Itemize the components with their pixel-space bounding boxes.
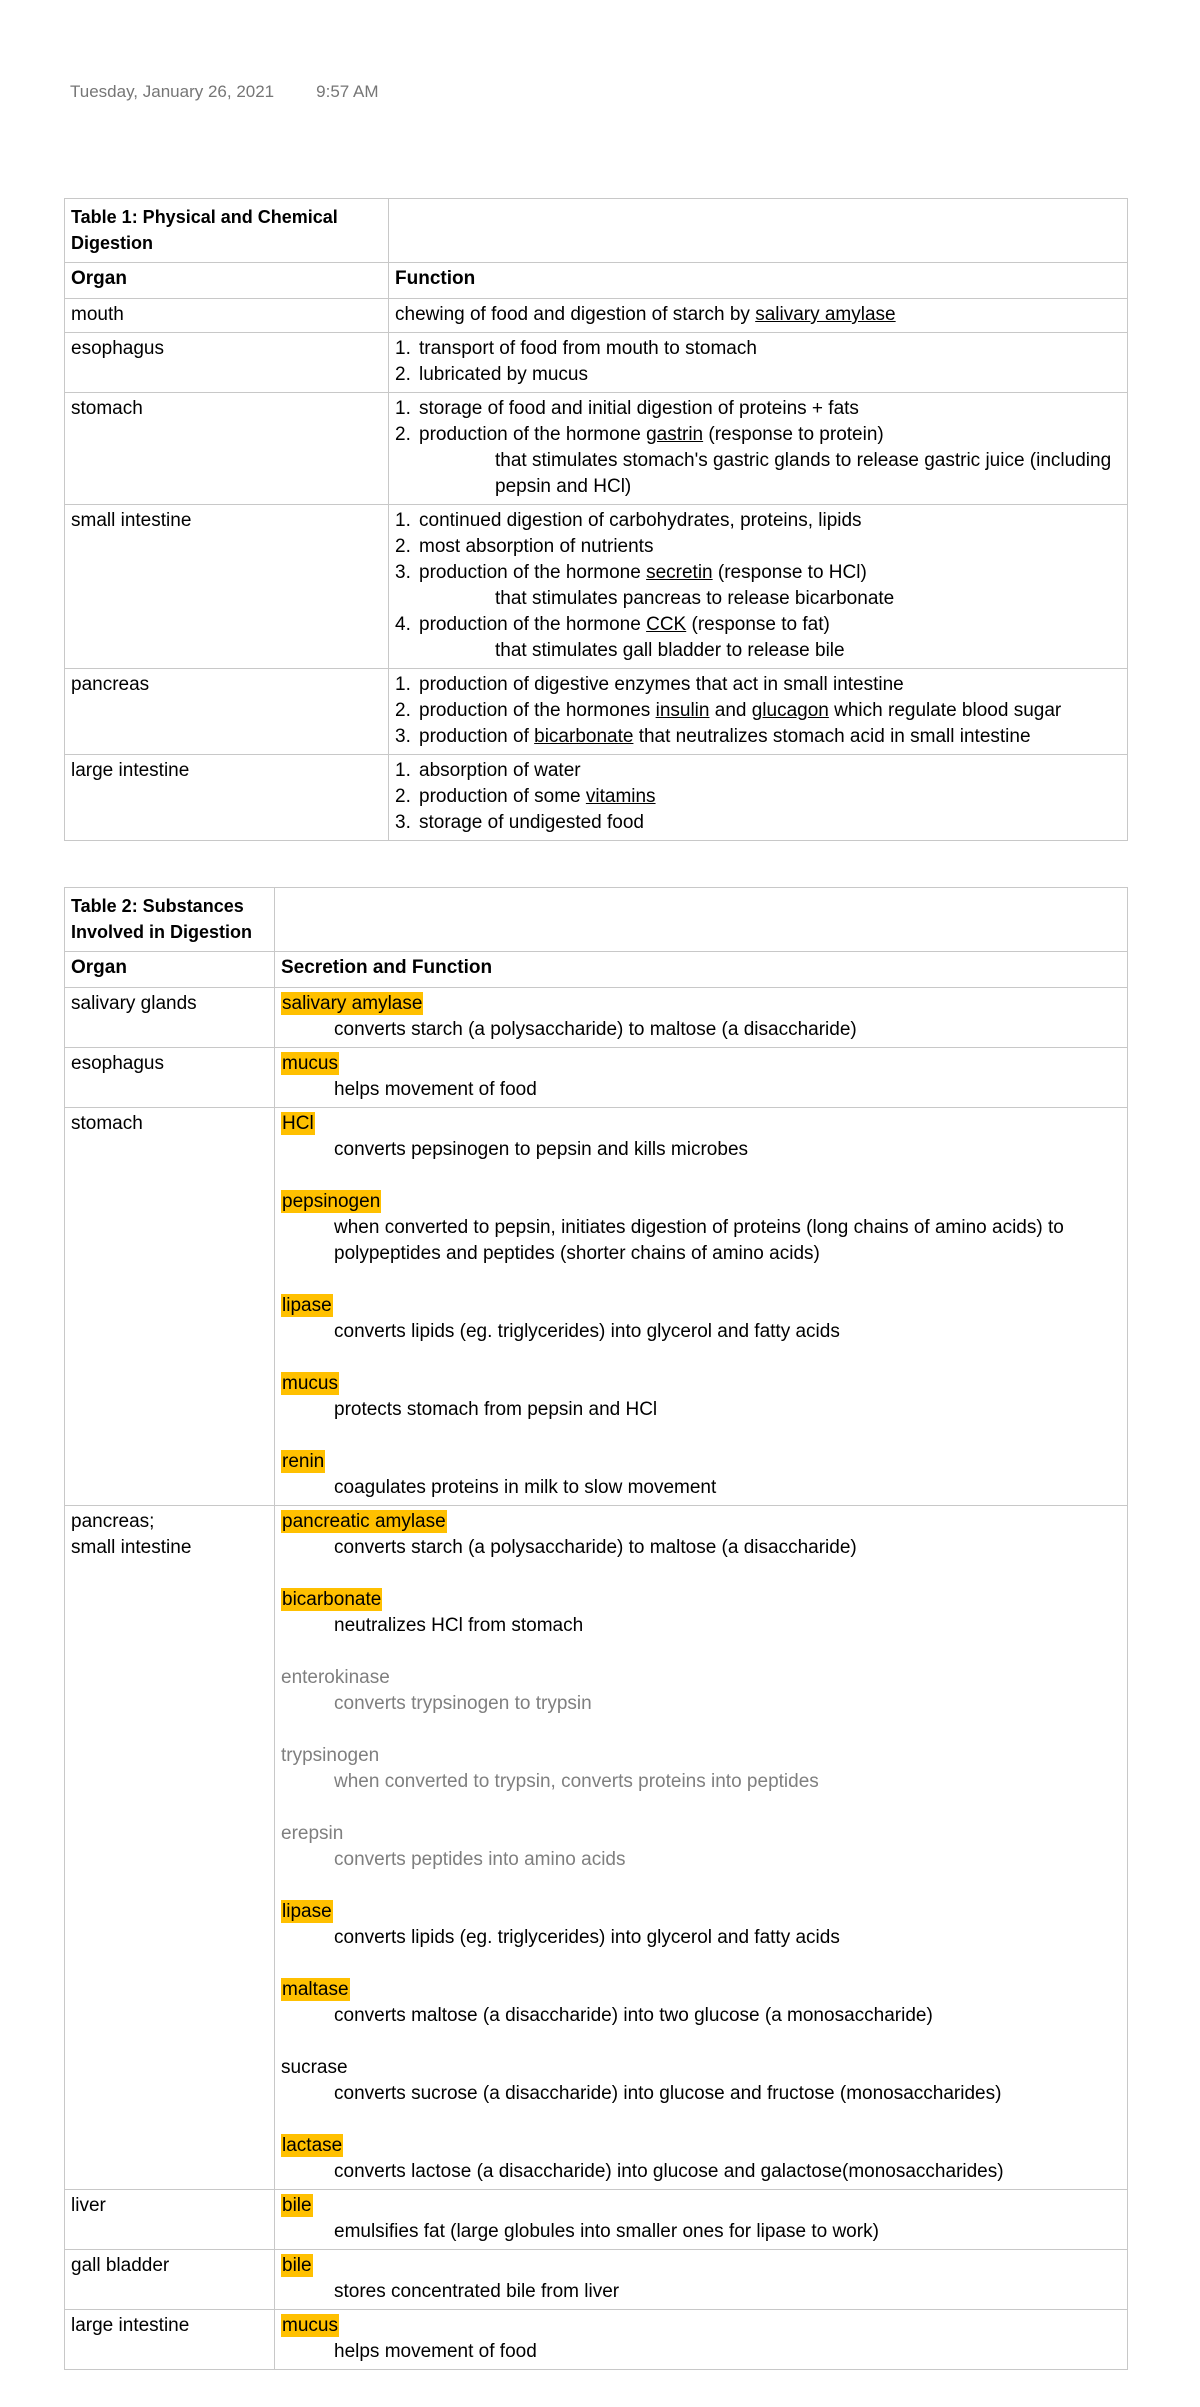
secretion-function: converts maltose (a disaccharide) into two glucose (a monosaccharide) — [334, 2005, 933, 2026]
secretion-cell — [275, 2250, 1128, 2310]
secretion-function: converts starch (a polysaccharide) to maltose (a disaccharide) — [334, 1019, 857, 1040]
list-item-text: which regulate blood sugar — [828, 700, 1062, 721]
highlighted-secretion: bicarbonate — [282, 1589, 382, 1610]
list-item: 1. continued digestion of carbohydrates, proteins, lipids — [395, 510, 862, 531]
function-cell — [389, 393, 1128, 505]
highlighted-secretion: pancreatic amylase — [282, 1511, 446, 1532]
table1-col-function: Function — [389, 263, 1128, 299]
highlighted-secretion: salivary amylase — [282, 993, 423, 1014]
list-item-text: production of the hormone — [419, 614, 647, 635]
underlined-term: salivary amylase — [755, 304, 896, 325]
secretion-function: helps movement of food — [334, 2341, 537, 2362]
list-item: 1. storage of food and initial digestion of proteins + fats — [395, 398, 859, 419]
note-timestamp — [70, 82, 379, 102]
function-cell — [389, 669, 1128, 755]
secretion-function: converts pepsinogen to pepsin and kills microbes — [334, 1139, 749, 1160]
secretion-function: converts peptides into amino acids — [334, 1849, 626, 1870]
table1-title-empty-cell — [389, 199, 1128, 263]
highlighted-secretion: lipase — [282, 1901, 332, 1922]
list-item: 2. lubricated by mucus — [395, 364, 588, 385]
list-item: 4. production of the hormone CCK (response to fat) that stimulates gall bladder to release bile — [395, 612, 1121, 664]
list-item: 2. production of the hormones insulin and glucagon which regulate blood sugar — [395, 700, 1062, 721]
list-item: 1. transport of food from mouth to stomach — [395, 338, 757, 359]
list-item: 3. production of bicarbonate that neutralizes stomach acid in small intestine — [395, 726, 1031, 747]
numbered-list — [395, 508, 1121, 664]
table-row — [65, 333, 1128, 393]
secretion-name: sucrase — [281, 2057, 348, 2078]
secretion-cell — [275, 2310, 1128, 2370]
list-item-text: production of digestive enzymes that act in small intestine — [419, 674, 904, 695]
secretion-name: trypsinogen — [281, 1745, 380, 1766]
table2-title-empty-cell — [275, 888, 1128, 952]
organ-cell: large intestine — [65, 755, 389, 841]
numbered-list — [395, 396, 1121, 500]
list-item-text: production of — [419, 726, 535, 747]
underlined-term: insulin — [655, 700, 710, 721]
highlighted-secretion: mucus — [282, 2315, 338, 2336]
function-cell — [389, 333, 1128, 393]
list-item-text: production of some — [419, 786, 586, 807]
table2-col-function: Secretion and Function — [275, 952, 1128, 988]
organ-cell: mouth — [65, 299, 389, 333]
numbered-list — [395, 758, 1121, 836]
organ-cell: small intestine — [65, 505, 389, 669]
numbered-list — [395, 336, 1121, 388]
secretion-name: erepsin — [281, 1823, 344, 1844]
secretion-function: emulsifies fat (large globules into smaller ones for lipase to work) — [334, 2221, 879, 2242]
highlighted-secretion: pepsinogen — [282, 1191, 381, 1212]
organ-cell: salivary glands — [65, 988, 275, 1048]
secretion-function: converts lipids (eg. triglycerides) into glycerol and fatty acids — [334, 1927, 840, 1948]
table2-col-organ: Organ — [65, 952, 275, 988]
table1-col-organ: Organ — [65, 263, 389, 299]
organ-cell: stomach — [65, 393, 389, 505]
list-item-text: production of the hormone — [419, 562, 647, 583]
list-item-text: production of the hormone — [419, 424, 647, 445]
function-cell — [389, 755, 1128, 841]
table-row — [65, 393, 1128, 505]
secretion-cell — [275, 1108, 1128, 1506]
function-text: chewing of food and digestion of starch by — [395, 304, 756, 325]
table-substances-in-digestion — [64, 887, 1128, 2370]
secretion-function: converts lipids (eg. triglycerides) into glycerol and fatty acids — [334, 1321, 840, 1342]
secretion-function: protects stomach from pepsin and HCl — [334, 1399, 658, 1420]
highlighted-secretion: renin — [282, 1451, 325, 1472]
list-item-text: storage of undigested food — [419, 812, 645, 833]
table-row — [65, 299, 1128, 333]
table-row — [65, 2310, 1128, 2370]
note-date: Tuesday, January 26, 2021 — [70, 82, 275, 101]
list-item: 1. absorption of water — [395, 760, 581, 781]
underlined-term: bicarbonate — [534, 726, 634, 747]
secretion-function: when converted to trypsin, converts proteins into peptides — [334, 1771, 819, 1792]
list-item: 2. production of some vitamins — [395, 786, 656, 807]
organ-cell: stomach — [65, 1108, 275, 1506]
underlined-term: vitamins — [585, 786, 656, 807]
secretion-function: when converted to pepsin, initiates digestion of proteins (long chains of amino acids) to polypeptides and peptides (shorter chains of amino acids) — [334, 1217, 1064, 1264]
table-row — [65, 2250, 1128, 2310]
secretion-cell — [275, 988, 1128, 1048]
organ-name: pancreas; — [71, 1511, 155, 1532]
highlighted-secretion: lactase — [282, 2135, 343, 2156]
secretion-function: neutralizes HCl from stomach — [334, 1615, 584, 1636]
table-row — [65, 988, 1128, 1048]
list-item-continuation: that stimulates pancreas to release bicarbonate — [495, 588, 895, 609]
organ-cell: liver — [65, 2190, 275, 2250]
secretion-function: converts starch (a polysaccharide) to maltose (a disaccharide) — [334, 1537, 857, 1558]
underlined-term: gastrin — [646, 424, 704, 445]
organ-cell: esophagus — [65, 1048, 275, 1108]
secretion-name: enterokinase — [281, 1667, 390, 1688]
highlighted-secretion: bile — [282, 2195, 312, 2216]
organ-cell — [65, 1506, 275, 2190]
highlighted-secretion: maltase — [282, 1979, 349, 2000]
list-item: 2. production of the hormone gastrin (response to protein) that stimulates stomach's gastric glands to release gastric juice (including pepsin and HCl) — [395, 422, 1121, 500]
list-item: 1. production of digestive enzymes that act in small intestine — [395, 674, 904, 695]
list-item-text: storage of food and initial digestion of proteins + fats — [419, 398, 859, 419]
list-item-text: (response to fat) — [686, 614, 830, 635]
list-item-text: lubricated by mucus — [419, 364, 588, 385]
secretion-function: helps movement of food — [334, 1079, 537, 1100]
organ-cell: esophagus — [65, 333, 389, 393]
table-row — [65, 1506, 1128, 2190]
organ-cell: pancreas — [65, 669, 389, 755]
table-physical-chemical-digestion — [64, 198, 1128, 841]
list-item-continuation: that stimulates stomach's gastric glands to release gastric juice (including pepsin and HCl) — [495, 450, 1112, 497]
list-item-text: that neutralizes stomach acid in small intestine — [633, 726, 1031, 747]
table-row — [65, 505, 1128, 669]
function-cell — [389, 505, 1128, 669]
highlighted-secretion: mucus — [282, 1373, 338, 1394]
list-item: 2. most absorption of nutrients — [395, 536, 654, 557]
note-time: 9:57 AM — [316, 82, 379, 101]
list-item-text: production of the hormones — [419, 700, 656, 721]
list-item-text: most absorption of nutrients — [419, 536, 654, 557]
secretion-function: stores concentrated bile from liver — [334, 2281, 620, 2302]
underlined-term: CCK — [646, 614, 687, 635]
list-item: 3. storage of undigested food — [395, 812, 645, 833]
table-row — [65, 755, 1128, 841]
list-item-text: transport of food from mouth to stomach — [419, 338, 757, 359]
underlined-term: secretin — [646, 562, 713, 583]
numbered-list — [395, 672, 1121, 750]
list-item-text: (response to protein) — [703, 424, 884, 445]
table1-title: Table 1: Physical and Chemical Digestion — [65, 199, 389, 263]
organ-cell: large intestine — [65, 2310, 275, 2370]
secretion-function: coagulates proteins in milk to slow movement — [334, 1477, 717, 1498]
secretion-function: converts trypsinogen to trypsin — [334, 1693, 592, 1714]
function-cell — [389, 299, 1128, 333]
list-item-text: absorption of water — [419, 760, 581, 781]
highlighted-secretion: mucus — [282, 1053, 338, 1074]
highlighted-secretion: lipase — [282, 1295, 332, 1316]
list-item-text: (response to HCl) — [712, 562, 867, 583]
secretion-cell — [275, 1048, 1128, 1108]
list-item-text: continued digestion of carbohydrates, proteins, lipids — [419, 510, 862, 531]
secretion-function: converts lactose (a disaccharide) into glucose and galactose(monosaccharides) — [334, 2161, 1004, 2182]
organ-name: small intestine — [71, 1537, 192, 1558]
secretion-function: converts sucrose (a disaccharide) into glucose and fructose (monosaccharides) — [334, 2083, 1002, 2104]
list-item: 3. production of the hormone secretin (response to HCl) that stimulates pancreas to release bicarbonate — [395, 560, 1121, 612]
table-row — [65, 669, 1128, 755]
table2-title: Table 2: Substances Involved in Digestion — [65, 888, 275, 952]
list-item-text: and — [709, 700, 752, 721]
highlighted-secretion: bile — [282, 2255, 312, 2276]
underlined-term: glucagon — [751, 700, 829, 721]
secretion-cell — [275, 1506, 1128, 2190]
table-row — [65, 1108, 1128, 1506]
list-item-continuation: that stimulates gall bladder to release bile — [495, 640, 845, 661]
table-row — [65, 1048, 1128, 1108]
highlighted-secretion: HCl — [282, 1113, 314, 1134]
organ-cell: gall bladder — [65, 2250, 275, 2310]
secretion-cell — [275, 2190, 1128, 2250]
table-row — [65, 2190, 1128, 2250]
